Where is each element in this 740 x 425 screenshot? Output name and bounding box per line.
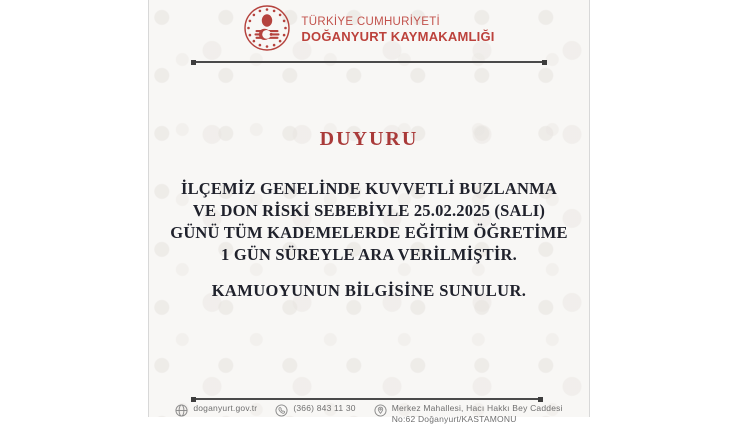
divider-line [196, 398, 538, 400]
org-name-block [301, 15, 494, 46]
header [149, 6, 589, 54]
phone-icon [275, 403, 288, 422]
website-text: doganyurt.gov.tr [193, 403, 258, 413]
address-line1: Merkez Mahallesi, Hacı Hakkı Bey Caddesi [391, 403, 563, 413]
location-pin-icon [374, 403, 387, 422]
announcement-title: DUYURU [319, 128, 419, 150]
announcement-body: İLÇEMİZ GENELİNDE KUVVETLİ BUZLANMA VE DON RİSKİ SEBEBİYLE 25.02.2025 (SALI) GÜNÜ TÜM KADEMELERDE EĞİTİM ÖĞRETİME 1 GÜN SÜREYLE ARA VERİLMİŞTİR. [170, 179, 568, 264]
divider-line [196, 61, 542, 63]
footer-website [175, 403, 257, 422]
footer-phone [275, 403, 355, 422]
header-divider [191, 59, 547, 65]
announcement-closing: KAMUOYUNUN BİLGİSİNE SUNULUR. [211, 281, 527, 300]
divider-end-square [538, 397, 543, 402]
phone-text: (366) 843 11 30 [293, 403, 356, 413]
turkish-government-emblem-icon [243, 4, 291, 57]
org-name-line2: DOĞANYURT KAYMAKAMLIĞI [301, 29, 495, 45]
footer-divider [191, 396, 543, 402]
address-line2: No:62 Doğanyurt/KASTAMONU [391, 414, 517, 424]
globe-icon [175, 403, 188, 422]
footer-address [374, 403, 563, 425]
divider-end-square [542, 60, 547, 65]
announcement-card [148, 0, 590, 424]
footer [149, 403, 589, 425]
org-name-line1: TÜRKİYE CUMHURİYETİ [301, 15, 441, 28]
